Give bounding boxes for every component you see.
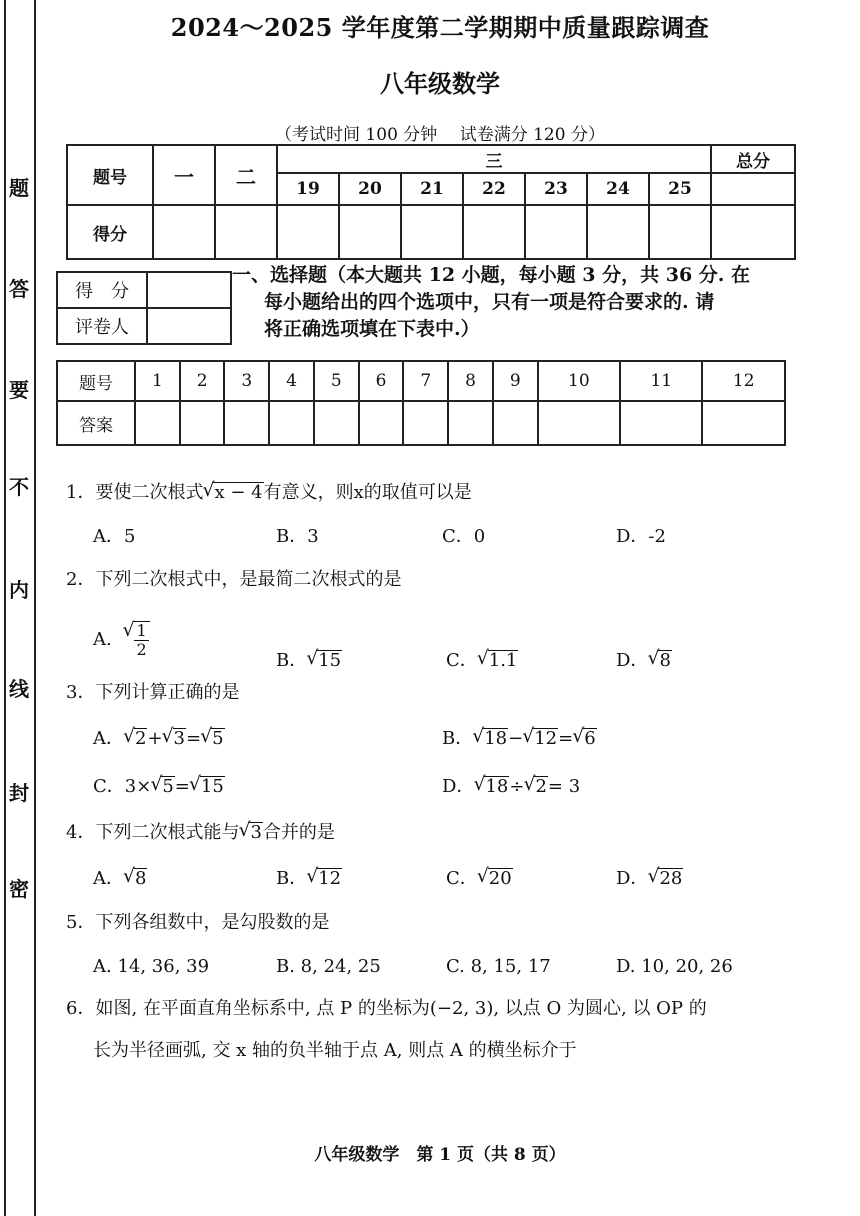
question-4-option-d	[616, 864, 683, 894]
margin-char: 要	[9, 378, 29, 402]
page-footer: 八年级数学 第 1 页（共 8 页）	[314, 1145, 566, 1165]
answer-table-number: 2	[180, 361, 225, 401]
question-2-option-c	[446, 646, 518, 676]
answer-table-number: 10	[538, 361, 620, 401]
score-table-label: 得分	[67, 205, 153, 259]
question-5-option-b: B. 8, 24, 25	[276, 956, 381, 977]
question-4-stem	[66, 818, 335, 848]
question-6-line: 6．如图, 在平面直角坐标系中, 点 P 的坐标为(−2, 3), 以点 O 为圆心, 以 OP 的	[66, 998, 707, 1019]
score-cell	[339, 205, 401, 259]
question-4-option-c	[446, 864, 513, 894]
option-radical: √ 12	[317, 868, 342, 889]
option-radical: √ 18	[484, 776, 509, 797]
score-table-number: 23	[525, 173, 587, 205]
answer-table-number: 11	[620, 361, 702, 401]
answer-cell	[359, 401, 404, 445]
score-table-part: 二	[215, 145, 277, 205]
score-table-number: 20	[339, 173, 401, 205]
question-1-radical: √ x − 4	[213, 482, 263, 503]
section1-heading-line: 每小题给出的四个选项中，只有一项是符合要求的. 请	[264, 291, 715, 313]
option-radical: √ 12	[533, 728, 558, 749]
answer-table-number: 1	[135, 361, 180, 401]
score-table-number: 24	[587, 173, 649, 205]
answer-table-label: 答案	[57, 401, 135, 445]
question-1-stem-post: 有意义，则x的取值可以是	[263, 482, 472, 503]
option-label: B．	[276, 650, 308, 671]
option-radical: √ 8	[134, 868, 147, 889]
margin-char: 不	[9, 475, 29, 499]
answer-table-number: 4	[269, 361, 314, 401]
question-3-stem: 3．下列计算正确的是	[66, 682, 240, 703]
binding-line-right	[34, 0, 36, 1216]
score-cell	[277, 205, 339, 259]
operator: =	[174, 776, 190, 797]
option-radical: √ 3	[173, 728, 186, 749]
question-3-option-b	[442, 724, 597, 754]
answer-table-number: 7	[403, 361, 448, 401]
operator: =	[186, 728, 202, 749]
answer-table-number: 3	[224, 361, 269, 401]
margin-char: 线	[9, 677, 29, 701]
score-table-label: 题号	[67, 145, 153, 205]
answer-table-number: 9	[493, 361, 538, 401]
margin-char: 内	[9, 578, 29, 602]
score-cell	[711, 205, 795, 259]
question-3-option-c	[93, 772, 225, 802]
question-1-option-c: C．0	[442, 526, 486, 547]
option-label: D．	[442, 776, 475, 797]
answer-cell	[224, 401, 269, 445]
fraction-denominator: 2	[136, 639, 147, 659]
score-cell	[649, 205, 711, 259]
answer-cell	[620, 401, 702, 445]
question-3-option-a	[93, 724, 225, 754]
question-1-stem-pre: 1．要使二次根式	[66, 482, 204, 503]
option-label: C．	[93, 776, 125, 797]
operator: 3×	[124, 776, 152, 797]
score-cell	[463, 205, 525, 259]
question-4-stem-radical: √ 3	[249, 822, 262, 843]
section1-heading	[232, 262, 812, 343]
question-3-option-d	[442, 772, 580, 802]
question-2-option-d	[616, 646, 672, 676]
question-2-option-a	[93, 610, 150, 670]
grader-score-label: 得 分	[57, 272, 147, 308]
option-label: C．	[446, 868, 478, 889]
option-radical: √ 6	[583, 728, 596, 749]
question-1-option-b: B．3	[276, 526, 319, 547]
margin-char: 封	[9, 781, 29, 805]
answer-cell	[538, 401, 620, 445]
answer-table-number: 12	[702, 361, 785, 401]
grader-name-label: 评卷人	[57, 308, 147, 344]
option-radical: √ 20	[488, 868, 513, 889]
answer-table-label: 题号	[57, 361, 135, 401]
answer-cell	[314, 401, 359, 445]
score-table-total: 总分	[711, 145, 795, 173]
question-4-stem-post: 合并的是	[262, 822, 335, 843]
question-5-option-c: C. 8, 15, 17	[446, 956, 551, 977]
operator: =	[558, 728, 574, 749]
answer-table-number: 5	[314, 361, 359, 401]
question-1-option-a: A．5	[93, 526, 136, 547]
option-radical: √ 15	[200, 776, 225, 797]
question-1-stem	[66, 478, 472, 508]
score-table-number: 22	[463, 173, 525, 205]
score-table-number: 25	[649, 173, 711, 205]
answer-cell	[180, 401, 225, 445]
grader-score-cell	[147, 272, 231, 308]
grader-name-cell	[147, 308, 231, 344]
option-label: C．	[446, 650, 478, 671]
operator: ÷	[509, 776, 525, 797]
answer-table	[56, 360, 786, 446]
margin-char: 密	[9, 877, 29, 901]
answer-cell	[493, 401, 538, 445]
score-cell	[153, 205, 215, 259]
fraction	[134, 622, 148, 659]
option-label: B．	[442, 728, 474, 749]
option-radical: √ 8	[658, 650, 671, 671]
section1-heading-line: 将正确选项填在下表中.）	[264, 318, 480, 340]
answer-cell	[269, 401, 314, 445]
question-2-stem: 2．下列二次根式中，是最简二次根式的是	[66, 569, 402, 590]
option-radical: √ 5	[211, 728, 224, 749]
score-table-part: 三	[277, 145, 711, 173]
question-2-option-a-label: A.	[93, 629, 112, 650]
score-cell	[525, 205, 587, 259]
question-5-stem: 5．下列各组数中，是勾股数的是	[66, 912, 330, 933]
score-cell	[587, 205, 649, 259]
score-table-total-blank	[711, 173, 795, 205]
margin-char: 答	[9, 277, 29, 301]
exam-subtitle: 八年级数学	[380, 69, 500, 98]
section1-heading-line: 一、选择题（本大题共 12 小题，每小题 3 分，共 36 分. 在	[232, 264, 751, 286]
operator: +	[147, 728, 163, 749]
option-label: A．	[93, 728, 124, 749]
score-cell	[215, 205, 277, 259]
question-4-option-b	[276, 864, 342, 894]
score-table-number: 19	[277, 173, 339, 205]
option-label: D．	[616, 650, 649, 671]
question-4-stem-pre: 4．下列二次根式能与	[66, 822, 240, 843]
fraction-numerator: √ 1	[136, 620, 147, 640]
operator: = 3	[547, 776, 581, 797]
option-radical: √ 1.1	[488, 650, 519, 671]
question-5-option-d: D. 10, 20, 26	[616, 956, 733, 977]
option-label: A．	[93, 868, 124, 889]
answer-cell	[403, 401, 448, 445]
option-radical: √ 5	[161, 776, 174, 797]
answer-cell	[702, 401, 785, 445]
score-table	[66, 144, 796, 260]
answer-cell	[448, 401, 493, 445]
option-radical: √ 28	[658, 868, 683, 889]
answer-table-number: 8	[448, 361, 493, 401]
question-2-option-a-radical	[133, 621, 149, 659]
exam-info: （考试时间 100 分钟 试卷满分 120 分）	[275, 125, 605, 145]
operator: −	[508, 728, 524, 749]
answer-cell	[135, 401, 180, 445]
score-cell	[401, 205, 463, 259]
option-label: B．	[276, 868, 308, 889]
option-radical: √ 2	[534, 776, 547, 797]
question-2-option-b	[276, 646, 342, 676]
exam-title: 2024～2025 学年度第二学期期中质量跟踪调查	[170, 13, 710, 42]
score-table-part: 一	[153, 145, 215, 205]
question-1-option-d: D．-2	[616, 526, 666, 547]
answer-table-number: 6	[359, 361, 404, 401]
margin-char: 题	[9, 176, 29, 200]
question-5-option-a: A. 14, 36, 39	[93, 956, 210, 977]
option-label: D．	[616, 868, 649, 889]
score-table-number: 21	[401, 173, 463, 205]
option-radical: √ 2	[134, 728, 147, 749]
option-radical: √ 15	[317, 650, 342, 671]
grader-box	[56, 271, 232, 345]
question-4-option-a	[93, 864, 147, 894]
question-6-line: 长为半径画弧, 交 x 轴的负半轴于点 A, 则点 A 的横坐标介于	[93, 1040, 577, 1061]
option-radical: √ 18	[483, 728, 508, 749]
